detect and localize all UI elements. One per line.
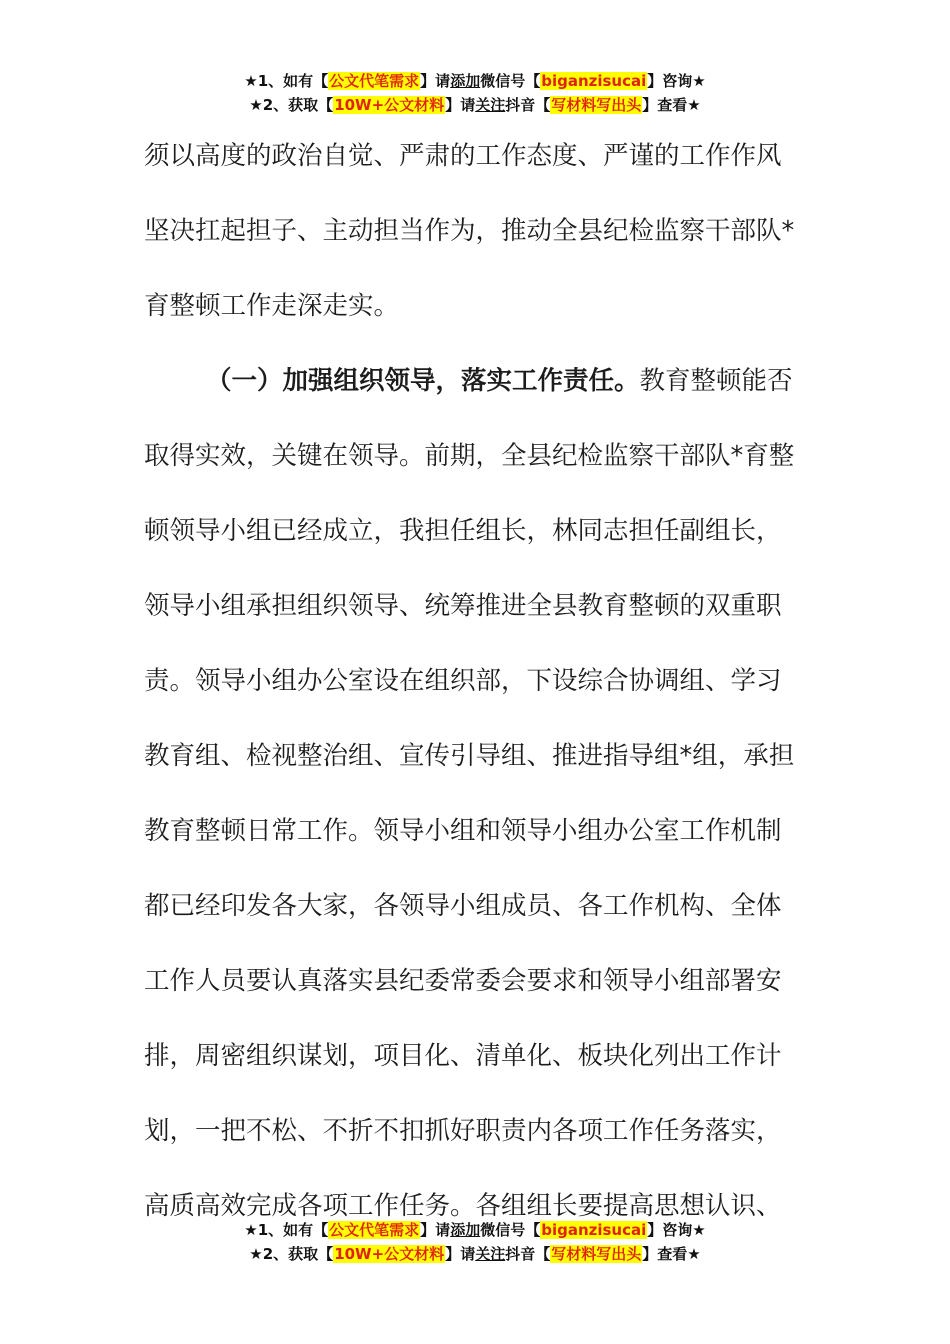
banner-underline: 关注: [475, 1245, 506, 1263]
body-line: 教育组、检视整治组、宣传引导组、推进指导组*组，承担: [144, 741, 795, 771]
body-line: 划，一把不松、不折不扣抓好职责内各项工作任务落实，: [144, 1116, 782, 1146]
body-line: 工作人员要认真落实县纪委常委会要求和领导小组部署安: [144, 966, 782, 996]
banner-text: ★1、如有【: [244, 72, 329, 90]
banner-highlight: biganzisucai: [541, 72, 647, 90]
banner-line-1: [0, 70, 950, 94]
banner-text: ★1、如有【: [244, 1221, 329, 1239]
banner-line-2: [0, 94, 950, 118]
body-line: 教育整顿日常工作。领导小组和领导小组办公室工作机制: [144, 816, 782, 846]
banner-highlight: 写材料写出头: [551, 1245, 642, 1263]
section-heading: （一）加强组织领导，落实工作责任。: [206, 366, 640, 396]
banner-underline: 添加: [450, 1221, 481, 1239]
banner-text: 】查看★: [642, 96, 701, 114]
banner-highlight: 公文代笔需求: [329, 1221, 420, 1239]
banner-highlight: 写材料写出头: [551, 96, 642, 114]
banner-highlight: 10W+公文材料: [334, 1245, 445, 1263]
banner-text: 】咨询★: [647, 72, 706, 90]
body-line: 领导小组承担组织领导、统筹推进全县教育整顿的双重职: [144, 591, 782, 621]
body-line: 都已经印发各大家，各领导小组成员、各工作机构、全体: [144, 891, 782, 921]
top-banner: [0, 70, 950, 118]
body-line: 顿领导小组已经成立，我担任组长，林同志担任副组长，: [144, 516, 782, 546]
body-line: 坚决扛起担子、主动担当作为，推动全县纪检监察干部队*: [144, 216, 795, 246]
banner-text: 】请: [420, 72, 451, 90]
body-line: 须以高度的政治自觉、严肃的工作态度、严谨的工作作风: [144, 141, 782, 171]
body-line: 责。领导小组办公室设在组织部，下设综合协调组、学习: [144, 666, 782, 696]
document-body: [144, 119, 809, 1244]
banner-highlight: 10W+公文材料: [334, 96, 445, 114]
banner-text: 微信号【: [480, 1221, 541, 1239]
section-first-line: [144, 344, 809, 419]
banner-line-2: [0, 1243, 950, 1267]
banner-text: 】咨询★: [647, 1221, 706, 1239]
body-line: 排，周密组织谋划，项目化、清单化、板块化列出工作计: [144, 1041, 782, 1071]
banner-text: 】查看★: [642, 1245, 701, 1263]
banner-underline: 关注: [475, 96, 506, 114]
banner-text: ★2、获取【: [249, 96, 334, 114]
bottom-banner: [0, 1219, 950, 1267]
banner-text: 抖音【: [505, 96, 551, 114]
banner-text: 抖音【: [505, 1245, 551, 1263]
banner-text: 】请: [445, 96, 476, 114]
banner-text: 】请: [445, 1245, 476, 1263]
banner-highlight: biganzisucai: [541, 1221, 647, 1239]
banner-text: ★2、获取【: [249, 1245, 334, 1263]
banner-text: 】请: [420, 1221, 451, 1239]
banner-line-1: [0, 1219, 950, 1243]
banner-highlight: 公文代笔需求: [329, 72, 420, 90]
banner-text: 微信号【: [480, 72, 541, 90]
body-line: 高质高效完成各项工作任务。各组组长要提高思想认识、: [144, 1191, 782, 1221]
body-line: 育整顿工作走深走实。: [144, 291, 400, 321]
section-heading-rest: 教育整顿能否: [639, 366, 793, 396]
body-line: 取得实效，关键在领导。前期，全县纪检监察干部队*育整: [144, 441, 795, 471]
banner-underline: 添加: [450, 72, 481, 90]
